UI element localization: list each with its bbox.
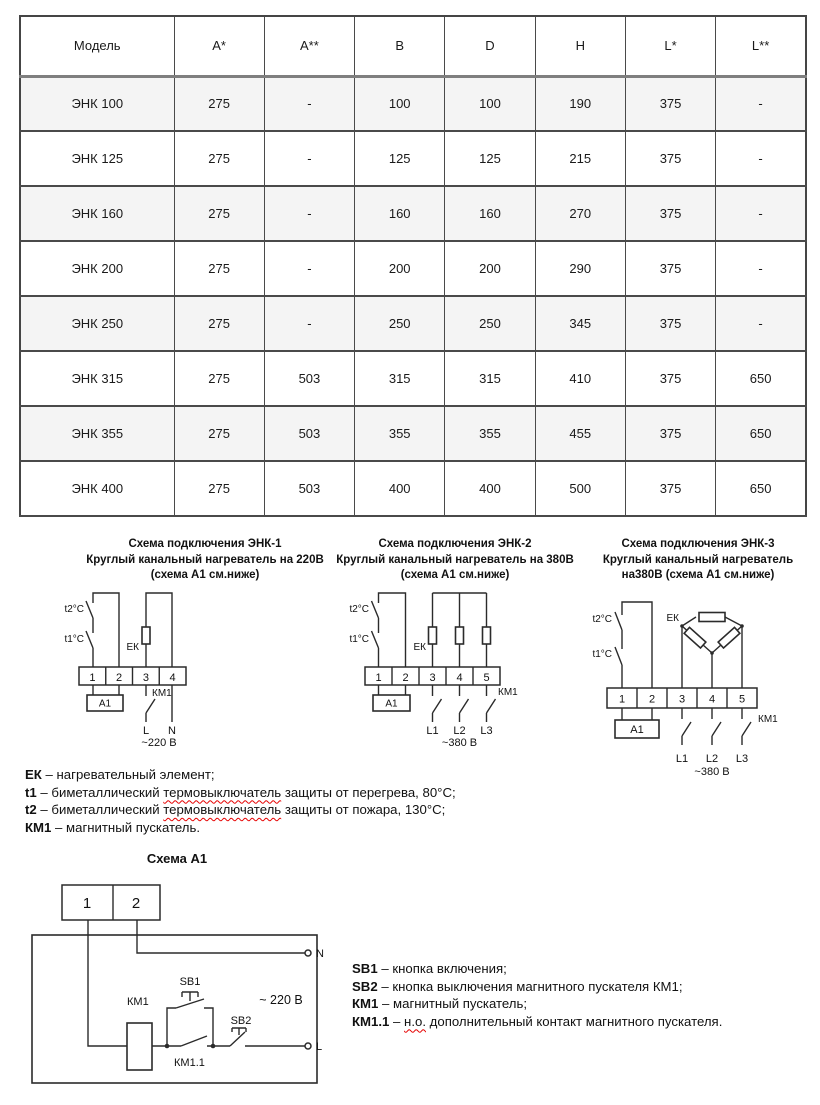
supply-labels — [426, 725, 492, 749]
cell: 275 — [174, 131, 264, 186]
legend-line: КМ1 – магнитный пускатель. — [25, 819, 201, 835]
km1-label: КМ1 — [127, 996, 149, 1008]
thermal-switches — [592, 602, 652, 688]
terminal-number: 4 — [708, 693, 716, 706]
table-row — [20, 131, 806, 186]
cell: 503 — [264, 351, 354, 406]
km11-contact — [152, 1036, 230, 1069]
title-line: Схема подключения ЭНК-2 — [378, 538, 532, 550]
heater-elements-delta — [667, 613, 744, 689]
cell: - — [716, 76, 806, 131]
cell: - — [716, 186, 806, 241]
a1-legend — [352, 960, 722, 1030]
a1-label: А1 — [385, 698, 398, 710]
ek-label: ЕК — [413, 642, 426, 653]
cell-model: ЭНК 315 — [20, 351, 174, 406]
cell: 500 — [535, 461, 625, 516]
cell: 275 — [174, 296, 264, 351]
km1-label: КМ1 — [498, 687, 518, 698]
terminal-number: 1 — [89, 672, 96, 684]
legend-key: КМ1.1 — [352, 1013, 390, 1029]
title-line: (схема А1 см.ниже) — [150, 569, 260, 581]
col-header: A** — [264, 16, 354, 76]
cell: 125 — [355, 131, 445, 186]
cell: 400 — [355, 461, 445, 516]
title-line: (схема А1 см.ниже) — [400, 569, 510, 581]
diagram-enk3-schematic — [585, 596, 805, 786]
cell: 375 — [625, 186, 715, 241]
title-line: на380В (схема А1 см.ниже) — [621, 569, 775, 581]
dimensions-table — [19, 15, 807, 517]
cell: 200 — [445, 241, 535, 296]
col-header: L** — [716, 16, 806, 76]
cell: 275 — [174, 186, 264, 241]
cell: 650 — [716, 351, 806, 406]
title-line: Круглый канальный нагреватель на 220В — [86, 553, 324, 566]
km1-coil — [88, 920, 152, 1070]
a1-module — [615, 708, 659, 738]
table-row — [20, 406, 806, 461]
a1-label: А1 — [630, 724, 644, 736]
terminal-number: 3 — [678, 693, 686, 706]
cell: 250 — [445, 296, 535, 351]
cell: 315 — [445, 351, 535, 406]
terminal-strip — [79, 667, 186, 685]
cell: 270 — [535, 186, 625, 241]
a1-label: А1 — [98, 698, 112, 710]
cell: - — [716, 131, 806, 186]
legend-key: t2 — [25, 802, 37, 817]
legend-key: SB1 — [352, 961, 378, 976]
cell: 375 — [625, 461, 715, 516]
table-row — [20, 351, 806, 406]
sb1-button — [167, 976, 213, 1046]
cell: - — [264, 241, 354, 296]
legend-line: t1 – биметаллический термовыключатель защиты от перегрева, 80°С; — [25, 784, 456, 800]
diagram-enk1-title — [60, 537, 350, 584]
supply-labels — [141, 725, 176, 749]
thermal-switches — [64, 593, 119, 667]
diagram-enk1-schematic — [40, 588, 260, 760]
col-header: L* — [625, 16, 715, 76]
cell: 455 — [535, 406, 625, 461]
legend-key: t1 — [25, 784, 37, 800]
cell: 503 — [264, 461, 354, 516]
title-line: Круглый канальный нагреватель на 380В — [336, 553, 574, 566]
table-row — [20, 296, 806, 351]
col-header: A* — [174, 16, 264, 76]
cell-model: ЭНК 160 — [20, 186, 174, 241]
phase-l2-label: L2 — [705, 753, 719, 765]
ek-label: ЕК — [126, 642, 139, 653]
terminal-number: 1 — [375, 672, 382, 684]
terminal-number: 4 — [456, 672, 463, 684]
terminal-number: 1 — [82, 895, 92, 912]
cell: - — [264, 76, 354, 131]
cell: 100 — [355, 76, 445, 131]
title-line: Схема подключения ЭНК-1 — [128, 538, 282, 550]
cell-model: ЭНК 355 — [20, 406, 174, 461]
km1-label: КМ1 — [152, 688, 172, 699]
cell: 275 — [174, 76, 264, 131]
table-header-row — [20, 16, 806, 76]
phase-l1-label: L1 — [426, 725, 439, 737]
col-header-model: Модель — [20, 16, 174, 76]
cell: - — [264, 186, 354, 241]
schema-a1-circuit — [25, 868, 345, 1098]
t2-label: t2°C — [349, 604, 369, 615]
t1-label: t1°C — [64, 634, 84, 645]
cell-model: ЭНК 125 — [20, 131, 174, 186]
terminal-strip — [365, 667, 500, 685]
km11-label: КМ1.1 — [174, 1057, 205, 1069]
cell: 375 — [625, 351, 715, 406]
n-wire — [137, 920, 324, 960]
legend-line: t2 – биметаллический термовыключатель защиты от пожара, 130°С; — [25, 802, 446, 817]
phase-l3-label: L3 — [735, 753, 749, 765]
cell: 190 — [535, 76, 625, 131]
title-line: Круглый канальный нагреватель — [602, 553, 794, 566]
cell-model: ЭНК 250 — [20, 296, 174, 351]
cell: 375 — [625, 296, 715, 351]
cell: 160 — [445, 186, 535, 241]
l-terminal-label: L — [316, 1041, 323, 1053]
thermal-switches — [349, 593, 405, 667]
cell: 375 — [625, 241, 715, 296]
t1-label: t1°C — [592, 649, 612, 660]
schema-a1-title: Схема А1 — [146, 851, 208, 866]
cell: 160 — [355, 186, 445, 241]
ek-label: ЕК — [666, 613, 679, 624]
table-row — [20, 241, 806, 296]
t2-label: t2°C — [64, 604, 84, 615]
cell: 503 — [264, 406, 354, 461]
a1-module — [373, 685, 410, 711]
terminal-number: 5 — [738, 693, 746, 706]
cell: 275 — [174, 461, 264, 516]
cell: 355 — [355, 406, 445, 461]
components-legend — [25, 766, 456, 836]
terminal-number: 2 — [131, 895, 141, 912]
voltage-label: ~380 В — [441, 737, 478, 749]
cell: 275 — [174, 406, 264, 461]
terminal-number: 5 — [483, 672, 490, 684]
voltage-label: ~220 В — [141, 737, 177, 749]
legend-key: КМ1 — [352, 996, 379, 1011]
cell: - — [716, 296, 806, 351]
sb2-button — [230, 1015, 322, 1053]
phase-l1-label: L1 — [675, 753, 689, 765]
voltage-label: ~380 В — [694, 766, 730, 778]
cell: 375 — [625, 76, 715, 131]
supply-labels — [676, 753, 748, 778]
heater-element — [127, 593, 173, 667]
cell-model: ЭНК 400 — [20, 461, 174, 516]
cell: 650 — [716, 461, 806, 516]
phase-l-label: L — [142, 725, 150, 737]
voltage-label: ~ 220 В — [259, 993, 303, 1007]
cell: 290 — [535, 241, 625, 296]
t1-label: t1°C — [349, 634, 369, 645]
diagram-enk3-title — [578, 537, 818, 584]
cell: - — [264, 296, 354, 351]
cell: 650 — [716, 406, 806, 461]
cell: 400 — [445, 461, 535, 516]
legend-key: ЕК — [25, 767, 42, 782]
cell-model: ЭНК 100 — [20, 76, 174, 131]
terminal-number: 2 — [116, 672, 123, 684]
legend-key: SB2 — [352, 978, 378, 994]
cell: 315 — [355, 351, 445, 406]
km1-contacts — [433, 685, 519, 722]
cell: - — [264, 131, 354, 186]
cell: 100 — [445, 76, 535, 131]
cell: 250 — [355, 296, 445, 351]
n-terminal-label: N — [316, 948, 324, 960]
cell: 375 — [625, 131, 715, 186]
terminal-number: 1 — [618, 693, 626, 706]
sb1-label: SB1 — [179, 976, 201, 988]
cell: 410 — [535, 351, 625, 406]
terminal-number: 4 — [169, 672, 176, 684]
table-row — [20, 461, 806, 516]
cell: 345 — [535, 296, 625, 351]
col-header: D — [445, 16, 535, 76]
phase-l3-label: L3 — [480, 725, 493, 737]
cell: 200 — [355, 241, 445, 296]
cell: 275 — [174, 351, 264, 406]
terminal-strip — [607, 688, 757, 708]
table-row — [20, 186, 806, 241]
legend-line: КМ1 – магнитный пускатель; — [352, 996, 528, 1011]
a1-module — [87, 685, 123, 711]
col-header: B — [355, 16, 445, 76]
terminal-number: 2 — [402, 672, 409, 684]
title-line: Схема подключения ЭНК-3 — [621, 538, 775, 550]
cell-model: ЭНК 200 — [20, 241, 174, 296]
km1-contacts — [682, 708, 778, 745]
t2-label: t2°C — [592, 614, 612, 625]
legend-line: SB1 – кнопка включения; — [352, 961, 507, 976]
col-header: H — [535, 16, 625, 76]
terminal-number: 3 — [429, 672, 436, 684]
cell: - — [716, 241, 806, 296]
sb2-label: SB2 — [230, 1015, 252, 1027]
km1-label: КМ1 — [758, 714, 778, 725]
cell: 125 — [445, 131, 535, 186]
cell: 275 — [174, 241, 264, 296]
heater-elements — [414, 593, 491, 667]
diagram-enk2-schematic — [340, 588, 575, 760]
diagram-enk2-title — [310, 537, 600, 584]
table-row — [20, 76, 806, 131]
legend-line: ЕК – нагревательный элемент; — [25, 767, 215, 782]
legend-key: КМ1 — [25, 819, 52, 835]
cell: 355 — [445, 406, 535, 461]
terminal-strip — [62, 885, 160, 920]
terminal-number: 3 — [142, 672, 149, 684]
phase-n-label: N — [168, 725, 176, 737]
legend-line: SB2 – кнопка выключения магнитного пускателя КМ1; — [352, 978, 683, 994]
cell: 215 — [535, 131, 625, 186]
terminal-number: 2 — [648, 693, 656, 706]
phase-l2-label: L2 — [453, 725, 466, 737]
km1-contact — [146, 685, 172, 722]
legend-line: КМ1.1 – н.о. дополнительный контакт магнитного пускателя. — [352, 1013, 723, 1029]
cell: 375 — [625, 406, 715, 461]
